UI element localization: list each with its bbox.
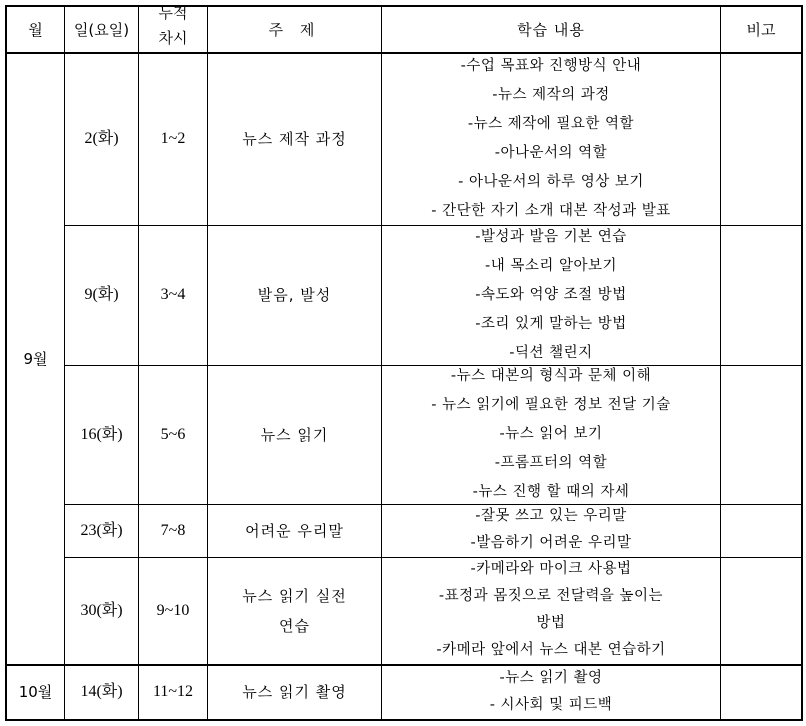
content-item: 방법 [536,615,566,631]
header-remark [721,7,801,52]
content-item: - 뉴스 읽기에 필요한 정보 전달 기술 [431,396,671,413]
content-item: - 시사회 및 피드백 [489,696,613,713]
topic-cell: 발음, 발성 [257,286,332,305]
header-sessions [139,0,207,52]
header-content [382,7,720,52]
content-item: -프롬프터의 역할 [494,454,608,471]
date-cell: 23(화) [80,521,123,539]
table-border-bottom [5,719,803,721]
topic-cell: 어려운 우리말 [245,521,344,540]
table-row-topic [208,505,381,557]
table-row-sessions [139,54,207,225]
table-row-date [65,226,138,365]
table-row-topic [208,226,381,365]
header-topic [208,7,381,52]
table-row-remark [721,54,801,225]
content-item: -발성과 발음 기본 연습 [475,229,627,245]
content-item: -속도와 억양 조절 방법 [475,287,627,303]
table-row-content [382,52,720,225]
topic-cell-line2: 연습 [279,617,310,635]
table-row-sessions [139,505,207,557]
table-row-date [65,558,138,664]
sessions-cell: 11~12 [152,683,194,701]
sessions-cell: 7~8 [160,521,186,539]
date-cell: 30(화) [80,601,123,619]
content-item: -뉴스 읽어 보기 [499,425,603,442]
header-remark-label: 비고 [746,20,776,39]
month-label: 10월 [18,683,53,702]
content-item: -뉴스 읽기 촬영 [499,669,603,686]
sessions-cell: 3~4 [160,286,186,304]
content-item: -잘못 쓰고 있는 우리말 [475,508,627,524]
sessions-cell: 1~2 [160,130,186,148]
sessions-cell: 5~6 [160,425,186,443]
content-item: -뉴스 제작의 과정 [492,86,610,103]
table-row-date [65,366,138,504]
table-row-remark [721,226,801,365]
content-item: -발음하기 어려운 우리말 [470,535,632,551]
content-item: -뉴스 대본의 형식과 문체 이해 [450,367,652,384]
table-row-content [382,664,720,719]
table-row-content [382,556,720,664]
date-cell: 2(화) [84,130,119,148]
content-item: - 아나운서의 하루 영상 보기 [458,173,644,190]
topic-cell: 뉴스 읽기 [260,425,329,444]
table-row-topic [208,558,381,664]
content-item: -수업 목표와 진행방식 안내 [460,57,642,74]
header-sessions-line2: 차시 [158,29,188,47]
date-cell: 14(화) [80,683,123,701]
content-item: -내 목소리 알아보기 [484,258,617,274]
table-row-date [65,54,138,225]
table-row-date [65,505,138,557]
table-row-topic [208,366,381,504]
table-row-date [65,666,138,719]
content-item: -뉴스 제작에 필요한 역할 [467,115,635,132]
month-cell-october [7,666,64,719]
table-row-content [382,503,720,557]
content-item: -아나운서의 역할 [494,144,608,161]
table-row-topic [208,666,381,719]
header-sessions-line1: 누적 [158,4,188,22]
header-content-label: 학습 내용 [517,20,585,39]
table-row-content [382,226,720,365]
header-month [7,7,64,52]
month-cell-september [7,54,64,664]
content-item: - 간단한 자기 소개 대본 작성과 발표 [431,202,671,219]
table-row-remark [721,366,801,504]
table-row-remark [721,666,801,719]
topic-cell-line1: 뉴스 읽기 실전 [242,587,347,605]
content-item: -카메라와 마이크 사용법 [470,561,632,577]
table-row-remark [721,558,801,664]
content-item: -조리 있게 말하는 방법 [475,316,627,332]
content-item: -표정과 몸짓으로 전달력을 높이는 [438,588,664,604]
content-item: -뉴스 진행 할 때의 자세 [472,483,630,500]
table-row-topic [208,54,381,225]
content-item: -카메라 앞에서 뉴스 대본 연습하기 [436,642,666,658]
header-date [65,7,138,52]
header-date-label: 일(요일) [73,20,130,39]
table-border-right [801,5,803,721]
month-label: 9월 [23,349,48,368]
content-item: -딕션 챌린지 [509,345,593,361]
date-cell: 16(화) [80,425,123,443]
header-month-label: 월 [28,20,43,39]
table-row-sessions [139,558,207,664]
topic-cell: 뉴스 읽기 촬영 [242,683,347,702]
table-row-content [382,364,720,504]
header-topic-label: 주 제 [268,20,321,39]
table-row-sessions [139,366,207,504]
topic-cell: 뉴스 제작 과정 [242,130,347,149]
sessions-cell: 9~10 [156,601,190,619]
table-row-sessions [139,666,207,719]
date-cell: 9(화) [84,286,119,304]
table-row-sessions [139,226,207,365]
table-row-remark [721,505,801,557]
